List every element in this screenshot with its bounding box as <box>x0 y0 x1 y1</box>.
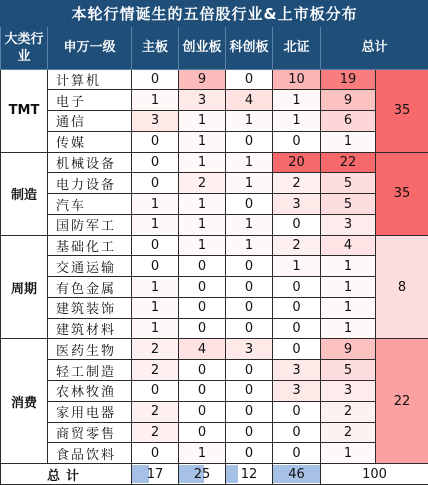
value-cell-total: 2 <box>321 401 376 422</box>
value-cell-bse: 0 <box>273 339 321 360</box>
category-cell: 周期 <box>1 235 48 339</box>
value-cell-chinext: 0 <box>179 256 226 277</box>
value-cell-chinext: 0 <box>179 381 226 402</box>
industry-cell: 电力设备 <box>48 173 132 194</box>
group-total-cell: 35 <box>376 69 428 152</box>
value-cell-chinext: 1 <box>179 235 226 256</box>
value-cell-chinext: 0 <box>179 422 226 443</box>
group-total-cell: 22 <box>376 339 428 464</box>
value-cell-total: 5 <box>321 173 376 194</box>
header-main-board: 主板 <box>132 26 179 69</box>
value-cell-bse: 3 <box>273 381 321 402</box>
value-cell-chinext: 0 <box>179 360 226 381</box>
value-cell-star: 0 <box>226 194 273 215</box>
value-cell-bse: 3 <box>273 194 321 215</box>
value-cell-main: 0 <box>132 443 179 464</box>
value-cell-bse: 20 <box>273 152 321 173</box>
footer-label: 总计 <box>1 464 132 485</box>
value-cell-star: 1 <box>226 152 273 173</box>
table-row <box>1 256 428 277</box>
value-cell-bse: 1 <box>273 111 321 132</box>
value-cell-main: 1 <box>132 297 179 318</box>
industry-cell: 家用电器 <box>48 401 132 422</box>
header-row <box>1 26 428 69</box>
footer-total-chinext <box>179 464 226 485</box>
table-row <box>1 381 428 402</box>
table-row <box>1 173 428 194</box>
footer-total-main <box>132 464 179 485</box>
table-row <box>1 422 428 443</box>
value-cell-chinext: 1 <box>179 111 226 132</box>
table-row <box>1 277 428 298</box>
value-cell-chinext: 1 <box>179 443 226 464</box>
title-row <box>1 1 428 27</box>
value-cell-total: 6 <box>321 111 376 132</box>
value-cell-chinext: 0 <box>179 277 226 298</box>
table-row <box>1 443 428 464</box>
value-cell-chinext: 1 <box>179 194 226 215</box>
value-cell-bse: 0 <box>273 214 321 235</box>
category-cell: 制造 <box>1 152 48 235</box>
footer-value: 17 <box>146 466 164 482</box>
value-cell-total: 9 <box>321 339 376 360</box>
table-row <box>1 69 428 90</box>
value-cell-bse: 0 <box>273 297 321 318</box>
value-cell-total: 5 <box>321 194 376 215</box>
value-cell-total: 3 <box>321 214 376 235</box>
table-row <box>1 214 428 235</box>
value-cell-main: 0 <box>132 381 179 402</box>
footer-value: 46 <box>288 466 305 482</box>
value-cell-bse: 0 <box>273 443 321 464</box>
category-cell: TMT <box>1 69 48 152</box>
table-row <box>1 111 428 132</box>
value-cell-star: 0 <box>226 401 273 422</box>
value-cell-chinext: 0 <box>179 297 226 318</box>
industry-cell: 建筑装饰 <box>48 297 132 318</box>
value-cell-main: 2 <box>132 339 179 360</box>
value-cell-star: 0 <box>226 381 273 402</box>
industry-cell: 有色金属 <box>48 277 132 298</box>
value-cell-total: 2 <box>321 422 376 443</box>
industry-cell: 基础化工 <box>48 235 132 256</box>
value-cell-total: 1 <box>321 443 376 464</box>
table-row <box>1 318 428 339</box>
header-total: 总计 <box>321 26 428 69</box>
industry-cell: 交通运输 <box>48 256 132 277</box>
value-cell-chinext: 9 <box>179 69 226 90</box>
value-cell-star: 1 <box>226 173 273 194</box>
table-row <box>1 194 428 215</box>
table-row <box>1 360 428 381</box>
value-cell-total: 1 <box>321 131 376 152</box>
industry-cell: 食品饮料 <box>48 443 132 464</box>
footer-total-bse <box>273 464 321 485</box>
value-cell-total: 4 <box>321 235 376 256</box>
industry-cell: 国防军工 <box>48 214 132 235</box>
value-cell-star: 3 <box>226 339 273 360</box>
value-cell-bse: 1 <box>273 90 321 111</box>
value-cell-star: 0 <box>226 318 273 339</box>
table-row <box>1 152 428 173</box>
value-cell-chinext: 0 <box>179 318 226 339</box>
value-cell-star: 0 <box>226 69 273 90</box>
value-cell-star: 0 <box>226 360 273 381</box>
header-category: 大类行业 <box>1 26 48 69</box>
table-title: 本轮行情诞生的五倍股行业&上市板分布 <box>1 1 428 27</box>
value-cell-total: 1 <box>321 318 376 339</box>
header-industry: 申万一级 <box>48 26 132 69</box>
value-cell-main: 0 <box>132 152 179 173</box>
value-cell-star: 0 <box>226 443 273 464</box>
table-row <box>1 339 428 360</box>
value-cell-bse: 0 <box>273 277 321 298</box>
value-cell-main: 0 <box>132 69 179 90</box>
grand-total-cell: 100 <box>321 464 428 485</box>
value-cell-main: 1 <box>132 318 179 339</box>
industry-cell: 农林牧渔 <box>48 381 132 402</box>
value-cell-bse: 0 <box>273 422 321 443</box>
value-cell-bse: 0 <box>273 401 321 422</box>
value-cell-main: 2 <box>132 360 179 381</box>
industry-cell: 汽车 <box>48 194 132 215</box>
value-cell-total: 1 <box>321 277 376 298</box>
value-cell-chinext: 4 <box>179 339 226 360</box>
value-cell-chinext: 1 <box>179 152 226 173</box>
value-cell-total: 1 <box>321 256 376 277</box>
industry-cell: 建筑材料 <box>48 318 132 339</box>
header-star-market: 科创板 <box>226 26 273 69</box>
footer-total-star <box>226 464 273 485</box>
value-cell-bse: 2 <box>273 173 321 194</box>
group-total-cell: 35 <box>376 152 428 235</box>
value-cell-total: 1 <box>321 297 376 318</box>
value-cell-star: 1 <box>226 235 273 256</box>
value-cell-main: 1 <box>132 90 179 111</box>
value-cell-chinext: 1 <box>179 131 226 152</box>
value-cell-bse: 2 <box>273 235 321 256</box>
industry-cell: 轻工制造 <box>48 360 132 381</box>
industry-cell: 传媒 <box>48 131 132 152</box>
footer-value: 12 <box>240 466 258 482</box>
value-cell-star: 0 <box>226 256 273 277</box>
value-cell-main: 0 <box>132 131 179 152</box>
header-chinext: 创业板 <box>179 26 226 69</box>
table-row <box>1 90 428 111</box>
value-cell-total: 19 <box>321 69 376 90</box>
industry-cell: 医药生物 <box>48 339 132 360</box>
value-cell-main: 0 <box>132 235 179 256</box>
industry-cell: 机械设备 <box>48 152 132 173</box>
value-cell-star: 1 <box>226 214 273 235</box>
value-cell-bse: 0 <box>273 131 321 152</box>
value-cell-total: 9 <box>321 90 376 111</box>
value-cell-star: 0 <box>226 131 273 152</box>
footer-value: 25 <box>193 466 211 482</box>
value-cell-main: 2 <box>132 422 179 443</box>
table-row <box>1 401 428 422</box>
industry-cell: 电子 <box>48 90 132 111</box>
industry-cell: 通信 <box>48 111 132 132</box>
value-cell-bse: 0 <box>273 318 321 339</box>
industry-cell: 商贸零售 <box>48 422 132 443</box>
header-bse: 北证 <box>273 26 321 69</box>
value-cell-star: 4 <box>226 90 273 111</box>
value-cell-main: 1 <box>132 214 179 235</box>
value-cell-star: 0 <box>226 297 273 318</box>
category-cell: 消费 <box>1 339 48 464</box>
value-cell-total: 3 <box>321 381 376 402</box>
value-cell-star: 0 <box>226 422 273 443</box>
table-row <box>1 235 428 256</box>
value-cell-main: 2 <box>132 401 179 422</box>
value-cell-bse: 3 <box>273 360 321 381</box>
value-cell-main: 1 <box>132 277 179 298</box>
value-cell-main: 0 <box>132 256 179 277</box>
value-cell-bse: 10 <box>273 69 321 90</box>
footer-row <box>1 464 428 485</box>
value-cell-total: 5 <box>321 360 376 381</box>
value-cell-main: 3 <box>132 111 179 132</box>
value-cell-chinext: 3 <box>179 90 226 111</box>
value-cell-chinext: 2 <box>179 173 226 194</box>
industry-cell: 计算机 <box>48 69 132 90</box>
table-row <box>1 131 428 152</box>
value-cell-total: 22 <box>321 152 376 173</box>
group-total-cell: 8 <box>376 235 428 339</box>
value-cell-bse: 1 <box>273 256 321 277</box>
value-cell-chinext: 1 <box>179 214 226 235</box>
value-cell-main: 1 <box>132 194 179 215</box>
data-bar <box>226 465 238 483</box>
value-cell-star: 0 <box>226 277 273 298</box>
value-cell-star: 1 <box>226 111 273 132</box>
table-row <box>1 297 428 318</box>
value-cell-chinext: 0 <box>179 401 226 422</box>
value-cell-main: 0 <box>132 173 179 194</box>
